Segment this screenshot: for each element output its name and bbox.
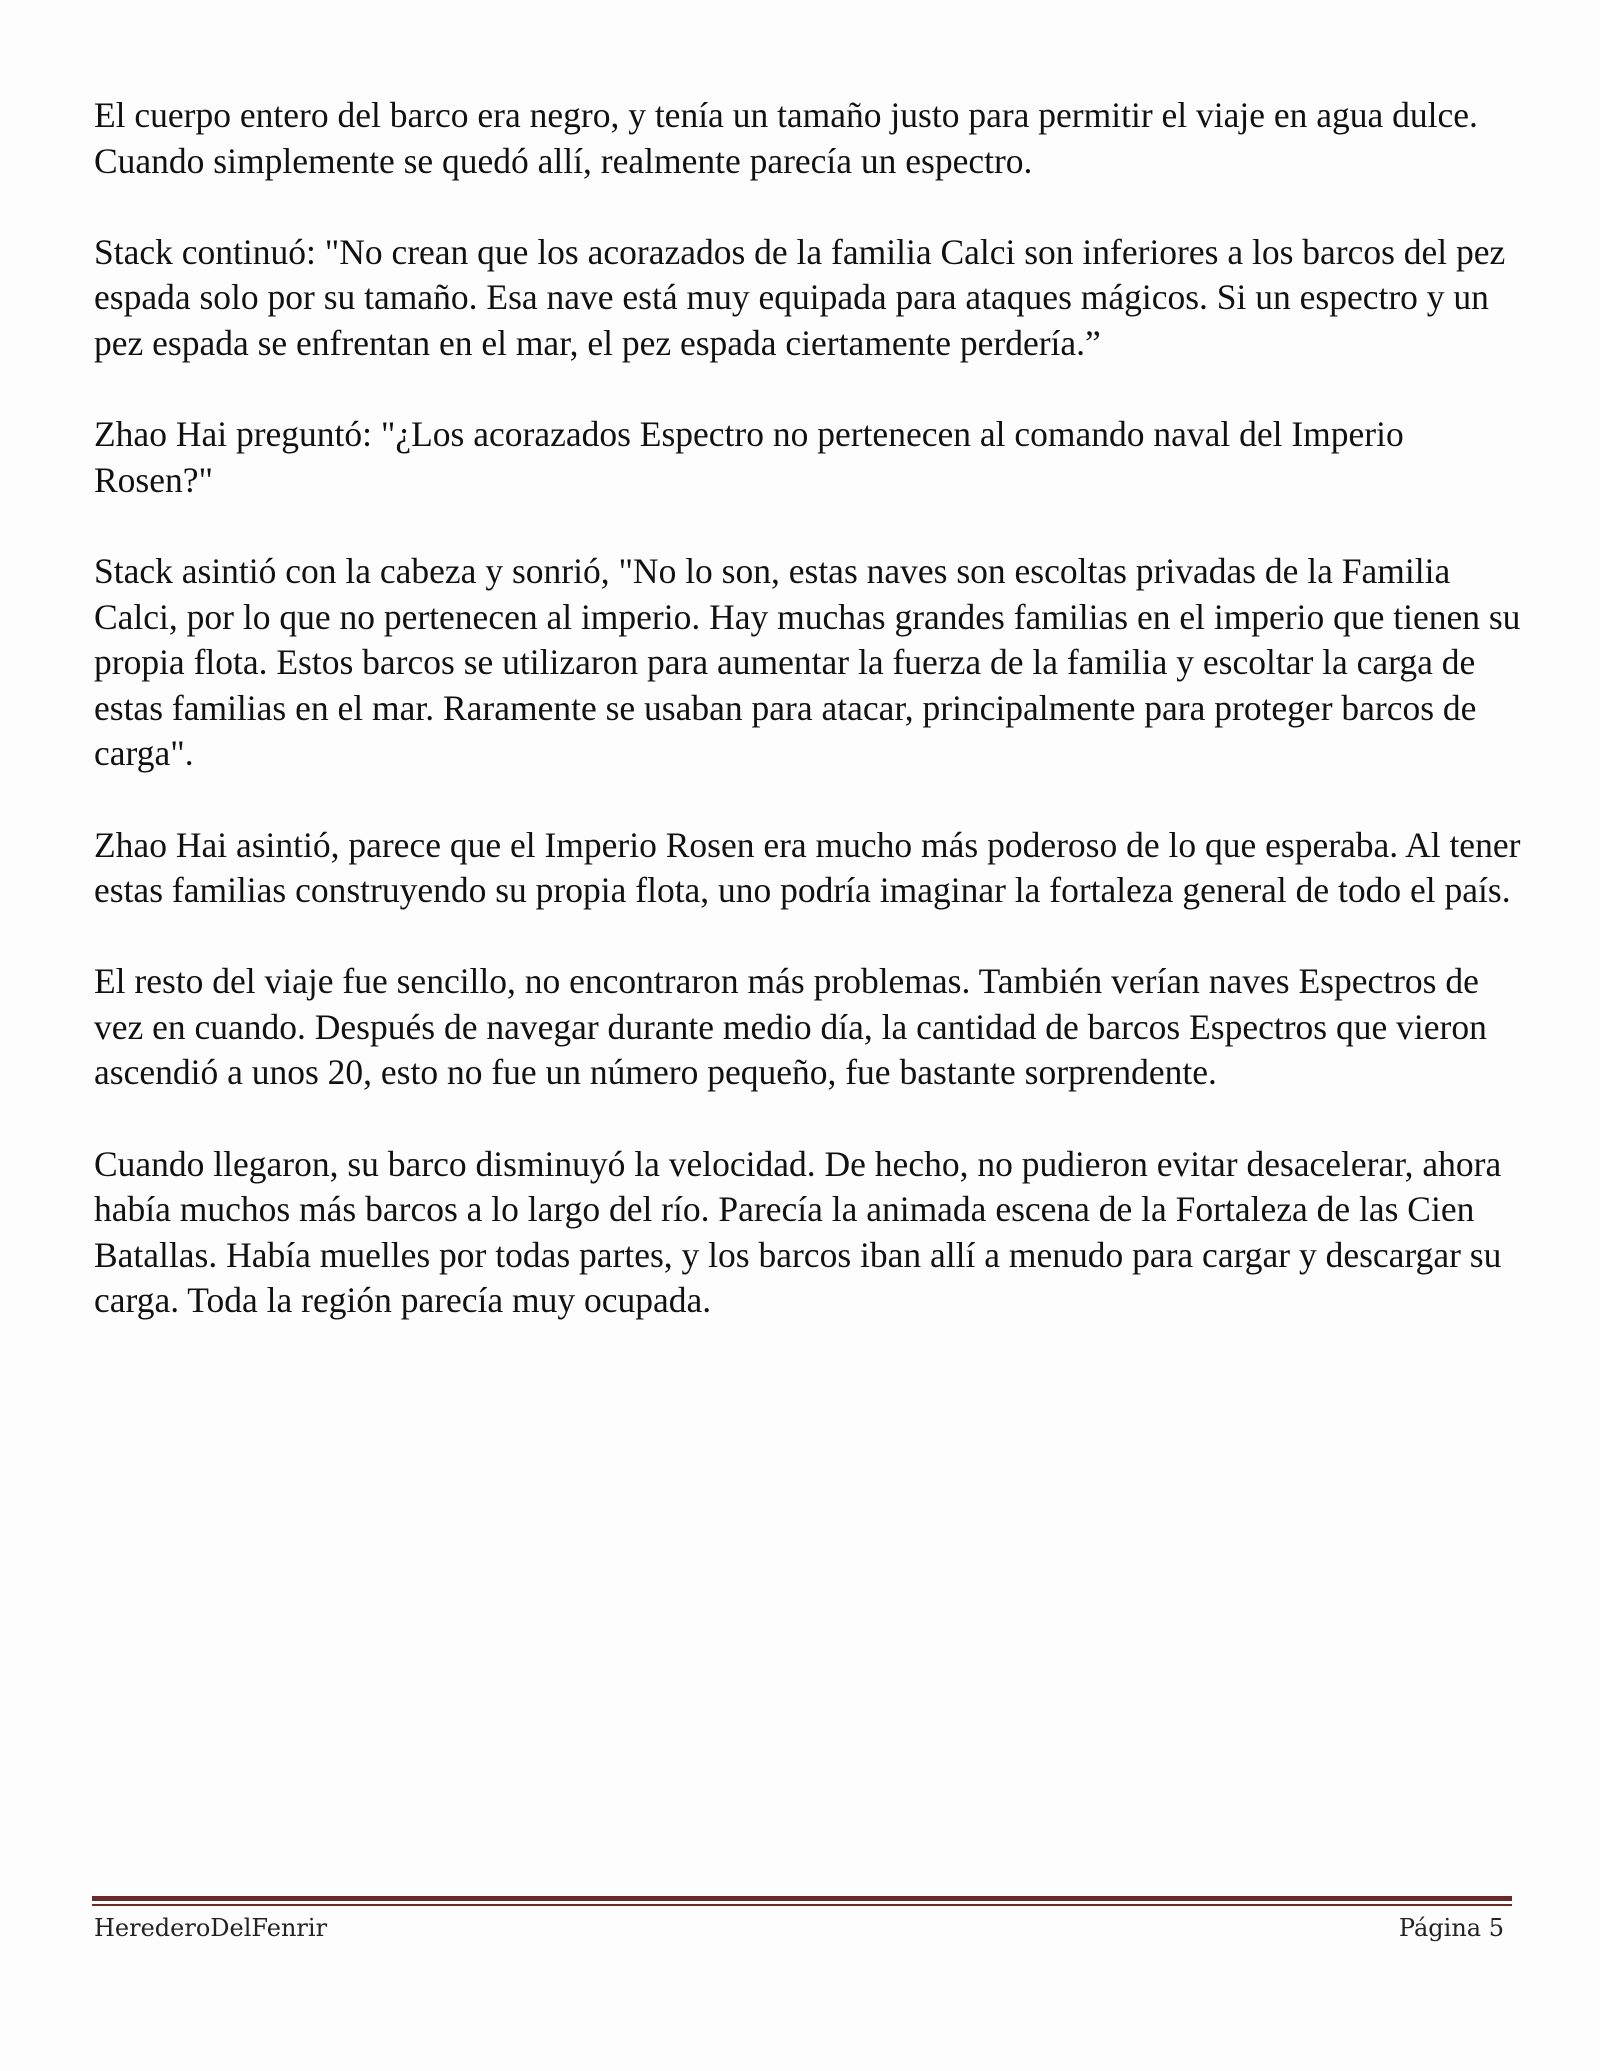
- paragraph: Stack asintió con la cabeza y sonrió, "No lo son, estas naves son escoltas privadas de la Familia Calci, por lo que no pertenecen al imperio. Hay muchas grandes familias en el imperio que tienen su propia flota. Estos barcos se utilizaron para aumentar la fuerza de la familia y escoltar la carga de estas familias en el mar. Raramente se usaban para atacar, principalmente para proteger barcos de carga".: [94, 550, 1521, 774]
- footer-divider: [92, 1896, 1512, 1906]
- paragraph: Zhao Hai preguntó: "¿Los acorazados Espectro no pertenecen al comando naval del Imperio Rosen?": [94, 414, 1404, 500]
- footer-author: HerederoDelFenrir: [94, 1914, 328, 1942]
- footer-divider-thick: [92, 1896, 1512, 1901]
- paragraph: El cuerpo entero del barco era negro, y tenía un tamaño justo para permitir el viaje en agua dulce. Cuando simplemente se quedó allí, realmente parecía un espectro.: [94, 95, 1478, 181]
- footer-page-number: Página 5: [1398, 1914, 1504, 1942]
- footer-divider-thin: [92, 1904, 1512, 1906]
- paragraph: Stack continuó: "No crean que los acorazados de la familia Calci son inferiores a los barcos del pez espada solo por su tamaño. Esa nave está muy equipada para ataques mágicos. Si un espectro y un pez espada se enfrentan en el mar, el pez espada ciertamente perdería.”: [94, 231, 1506, 363]
- paragraph: Cuando llegaron, su barco disminuyó la velocidad. De hecho, no pudieron evitar desacelerar, ahora había muchos más barcos a lo largo del río. Parecía la animada escena de la Fortaleza de las Cien Batallas. Había muelles por todas partes, y los barcos iban allí a menudo para cargar y descargar su carga. Toda la región parecía muy ocupada.: [94, 1143, 1502, 1321]
- paragraph: El resto del viaje fue sencillo, no encontraron más problemas. También verían naves Espectros de vez en cuando. Después de navegar durante medio día, la cantidad de barcos Espectros que vieron ascendió a unos 20, esto no fue un número pequeño, fue bastante sorprendente.: [94, 961, 1487, 1093]
- document-body: [94, 93, 1524, 1370]
- paragraph: Zhao Hai asintió, parece que el Imperio Rosen era mucho más poderoso de lo que esperaba. Al tener estas familias construyendo su propia flota, uno podría imaginar la fortaleza general de todo el país.: [94, 824, 1521, 911]
